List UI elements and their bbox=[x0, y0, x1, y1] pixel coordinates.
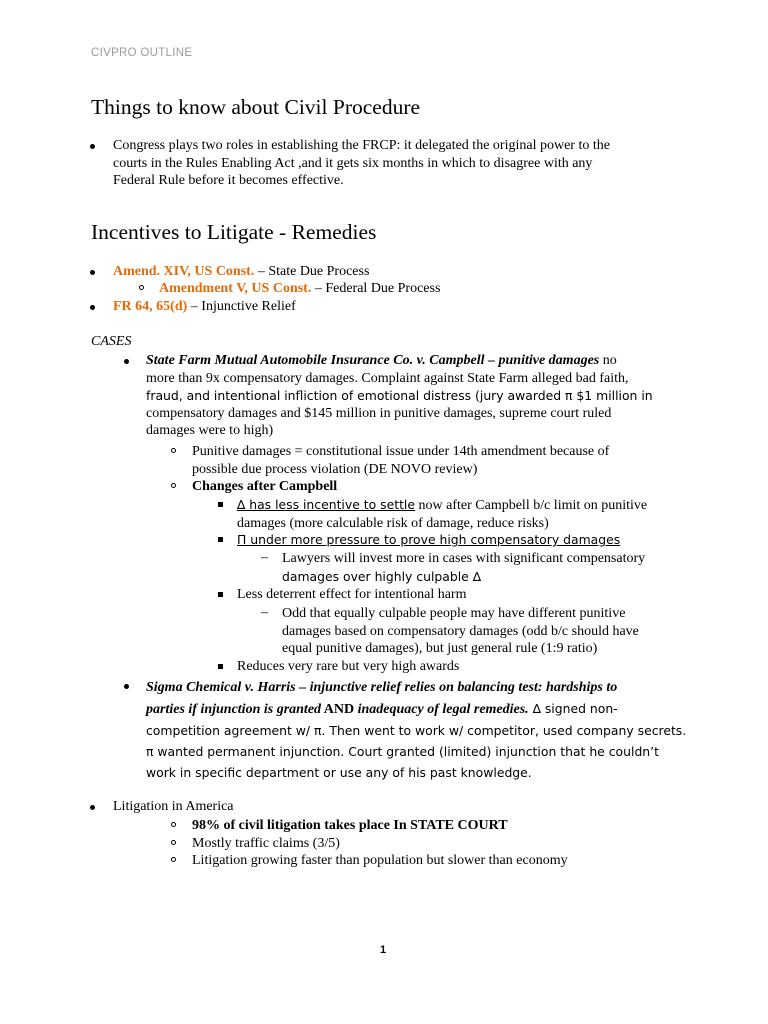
bullet-square bbox=[218, 664, 223, 669]
fr-item: FR 64, 65(d) – Injunctive Relief bbox=[113, 299, 296, 314]
bullet-square bbox=[218, 502, 223, 507]
bullet-dot bbox=[90, 270, 95, 275]
litigation-title: Litigation in America bbox=[113, 799, 234, 814]
dash-marker: – bbox=[261, 605, 268, 620]
dash-marker: – bbox=[261, 550, 268, 565]
bullet-circle bbox=[139, 285, 144, 290]
lawyers-item: Lawyers will invest more in cases with significant compensatory damages over highly culpable ∆ bbox=[282, 551, 646, 584]
reduces-awards-item: Reduces very rare but very high awards bbox=[237, 659, 460, 674]
amend-xiv-item: Amend. XIV, US Const. – State Due Process bbox=[113, 264, 370, 279]
cases-label: CASES bbox=[91, 334, 132, 349]
section-title-civil-procedure: Things to know about Civil Procedure bbox=[91, 95, 421, 119]
pressure-item: Π under more pressure to prove high compensatory damages bbox=[237, 532, 621, 547]
changes-after-campbell: Changes after Campbell bbox=[192, 479, 338, 494]
less-incentive-item: ∆ has less incentive to settle now after Campbell b/c limit on punitive damages (more calculable risk of damage, reduce risks) bbox=[237, 497, 648, 531]
fr-cite: FR 64, 65(d) bbox=[113, 299, 188, 314]
amend-v-cite: Amendment V, US Const. bbox=[159, 281, 312, 296]
litigation-traffic: Mostly traffic claims (3/5) bbox=[192, 836, 340, 851]
bullet-dot bbox=[124, 359, 129, 364]
less-deterrent-item: Less deterrent effect for intentional harm bbox=[237, 587, 467, 602]
bullet-circle bbox=[171, 822, 176, 827]
litigation-state-court: 98% of civil litigation takes place In STATE COURT bbox=[192, 818, 508, 833]
bullet-dot bbox=[90, 144, 95, 149]
case-sigma-title: Sigma Chemical v. Harris – injunctive relief relies on balancing test: hardships to bbox=[146, 680, 618, 695]
case-campbell-title: State Farm Mutual Automobile Insurance Co. v. Campbell – punitive damages bbox=[146, 353, 600, 368]
litigation-growing: Litigation growing faster than population but slower than economy bbox=[192, 853, 568, 868]
congress-paragraph: Congress plays two roles in establishing the FRCP: it delegated the original power to the courts in the Rules Enabling Act ,and it gets six months in which to disagree with any Federal Rule before it becomes effective. bbox=[113, 138, 610, 188]
bullet-circle bbox=[171, 857, 176, 862]
section-title-incentives: Incentives to Litigate - Remedies bbox=[91, 220, 377, 244]
bullet-dot bbox=[124, 684, 129, 689]
amend-v-item: Amendment V, US Const. – Federal Due Process bbox=[159, 281, 441, 296]
page-number: 1 bbox=[380, 944, 387, 956]
bullet-square bbox=[218, 592, 223, 597]
bullet-circle bbox=[171, 840, 176, 845]
bullet-circle bbox=[171, 483, 176, 488]
case-sigma: Sigma Chemical v. Harris – injunctive relief relies on balancing test: hardships to parties if injunction is granted AND inadequacy of legal remedies. ∆ signed non- competition agreement w/ π. Then went to work w/ competitor, used company secrets. π wanted permanent injunction. Court granted (limited) injunction that he couldn’t work in specific department or use any of his past knowledge. bbox=[146, 677, 686, 783]
odd-culpable-item: Odd that equally culpable people may have different punitive damages based on compensatory damages (odd b/c should have equal punitive damages), but just general rule (1:9 ratio) bbox=[282, 606, 639, 656]
amend-xiv-cite: Amend. XIV, US Const. bbox=[113, 264, 255, 279]
punitive-damages-item: Punitive damages = constitutional issue under 14th amendment because of possible due process violation (DE NOVO review) bbox=[192, 444, 610, 477]
bullet-dot bbox=[90, 305, 95, 310]
bullet-dot bbox=[90, 805, 95, 810]
case-campbell: State Farm Mutual Automobile Insurance Co. v. Campbell – punitive damages no more than 9x compensatory damages. Complaint against State Farm alleged bad faith, fraud, and intentional infliction of emotional distress (jury awarded π $1 million in compensatory damages and $145 million in punitive damages, supreme court ruled damages were to high) bbox=[146, 353, 653, 438]
running-header: CIVPRO OUTLINE bbox=[91, 47, 193, 59]
bullet-square bbox=[218, 537, 223, 542]
bullet-circle bbox=[171, 448, 176, 453]
